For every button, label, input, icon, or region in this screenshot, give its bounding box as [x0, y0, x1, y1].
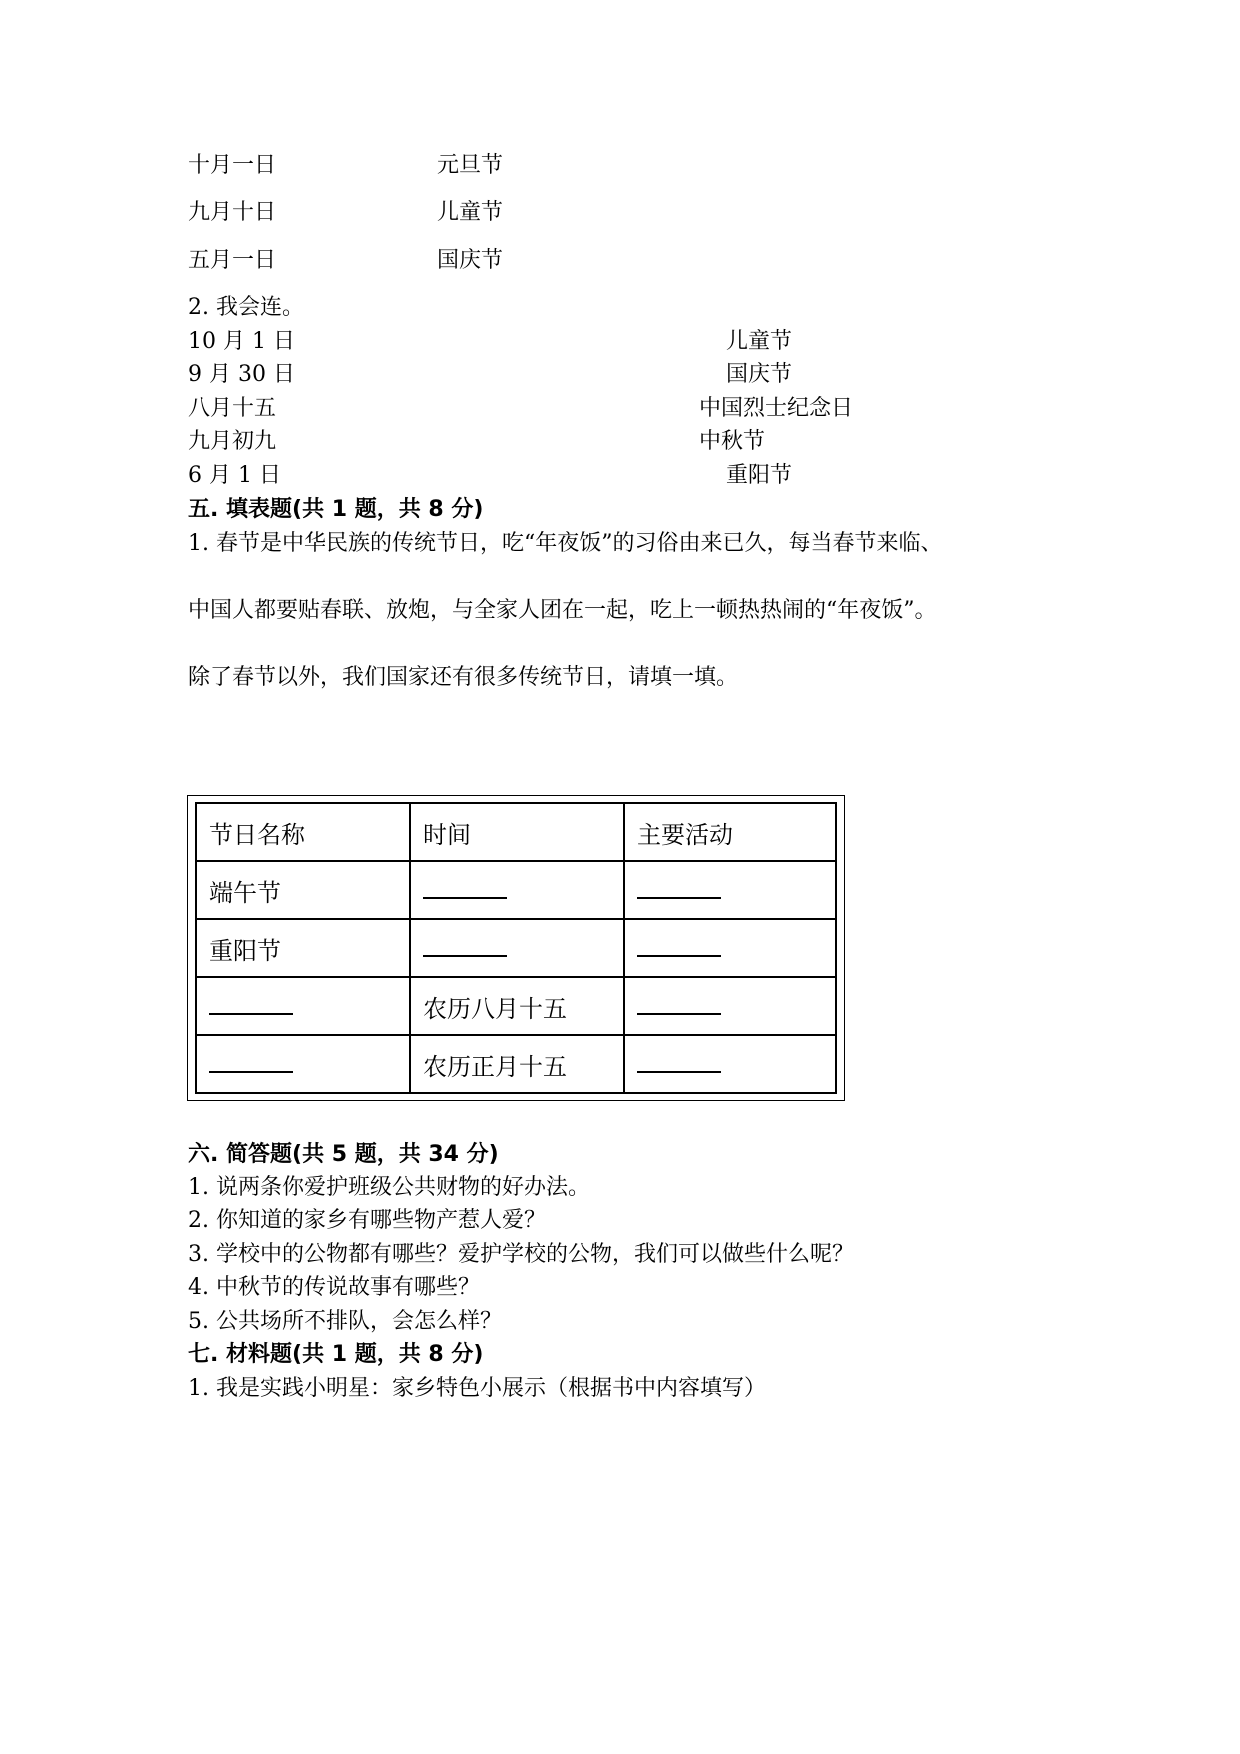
answer-blank[interactable] [209, 991, 293, 1015]
table-row [196, 919, 836, 977]
table-cell: 农历正月十五 [410, 1035, 624, 1093]
match2-left-item: 9 月 30 日 [188, 362, 295, 387]
match2-right-item: 国庆节 [726, 362, 793, 387]
match1-right-item: 国庆节 [437, 248, 504, 273]
match2-right-item: 中国烈士纪念日 [699, 396, 854, 421]
match2-left-item: 九月初九 [188, 429, 277, 454]
festival-table [195, 802, 837, 1094]
match1-left-item: 九月十日 [188, 200, 277, 225]
table-cell-blank[interactable] [410, 861, 624, 919]
match2-left-item: 八月十五 [188, 396, 277, 421]
answer-blank[interactable] [637, 991, 721, 1015]
section6-question: 1. 说两条你爱护班级公共财物的好办法。 [188, 1175, 590, 1200]
answer-blank[interactable] [637, 875, 721, 899]
section5-question-text: 1. 春节是中华民族的传统节日，吃“年夜饭”的习俗由来已久，每当春节来临、 [188, 531, 943, 556]
table-cell: 端午节 [196, 861, 410, 919]
table-cell-blank[interactable] [196, 1035, 410, 1093]
section5-heading: 五. 填表题(共 1 题，共 8 分) [188, 497, 484, 522]
answer-blank[interactable] [637, 1049, 721, 1073]
match2-right-item: 中秋节 [699, 429, 766, 454]
section6-question: 3. 学校中的公物都有哪些？爱护学校的公物，我们可以做些什么呢？ [188, 1242, 854, 1267]
answer-blank[interactable] [423, 933, 507, 957]
answer-blank[interactable] [209, 1049, 293, 1073]
section6-question: 4. 中秋节的传说故事有哪些？ [188, 1275, 480, 1300]
table-header-cell: 节日名称 [196, 803, 410, 861]
table-row [196, 861, 836, 919]
answer-blank[interactable] [423, 875, 507, 899]
section5-question-text: 除了春节以外，我们国家还有很多传统节日，请填一填。 [188, 665, 739, 690]
section6-question: 2. 你知道的家乡有哪些物产惹人爱？ [188, 1208, 546, 1233]
table-cell-blank[interactable] [624, 861, 836, 919]
match2-left-item: 6 月 1 日 [188, 463, 281, 488]
table-header-row [196, 803, 836, 861]
match1-right-item: 元旦节 [437, 153, 504, 178]
festival-table-frame [187, 795, 845, 1101]
match1-left-item: 五月一日 [188, 248, 277, 273]
match2-right-item: 儿童节 [726, 329, 793, 354]
table-cell-blank[interactable] [624, 919, 836, 977]
table-cell: 重阳节 [196, 919, 410, 977]
table-cell: 农历八月十五 [410, 977, 624, 1035]
section5-question-text: 中国人都要贴春联、放炮，与全家人团在一起，吃上一顿热热闹的“年夜饭”。 [188, 598, 937, 623]
match2-right-item: 重阳节 [726, 463, 793, 488]
section7-question: 1. 我是实践小明星：家乡特色小展示（根据书中内容填写） [188, 1376, 766, 1401]
match1-right-item: 儿童节 [437, 200, 504, 225]
table-header-cell: 时间 [410, 803, 624, 861]
table-cell-blank[interactable] [410, 919, 624, 977]
answer-blank[interactable] [637, 933, 721, 957]
table-cell-blank[interactable] [624, 977, 836, 1035]
section7-heading: 七. 材料题(共 1 题，共 8 分) [188, 1342, 484, 1367]
section6-question: 5. 公共场所不排队，会怎么样？ [188, 1309, 502, 1334]
table-header-cell: 主要活动 [624, 803, 836, 861]
match1-left-item: 十月一日 [188, 153, 277, 178]
match2-title: 2. 我会连。 [188, 295, 304, 320]
table-row [196, 977, 836, 1035]
table-cell-blank[interactable] [624, 1035, 836, 1093]
section6-heading: 六. 简答题(共 5 题，共 34 分) [188, 1142, 499, 1167]
match2-left-item: 10 月 1 日 [188, 329, 295, 354]
table-cell-blank[interactable] [196, 977, 410, 1035]
table-row [196, 1035, 836, 1093]
